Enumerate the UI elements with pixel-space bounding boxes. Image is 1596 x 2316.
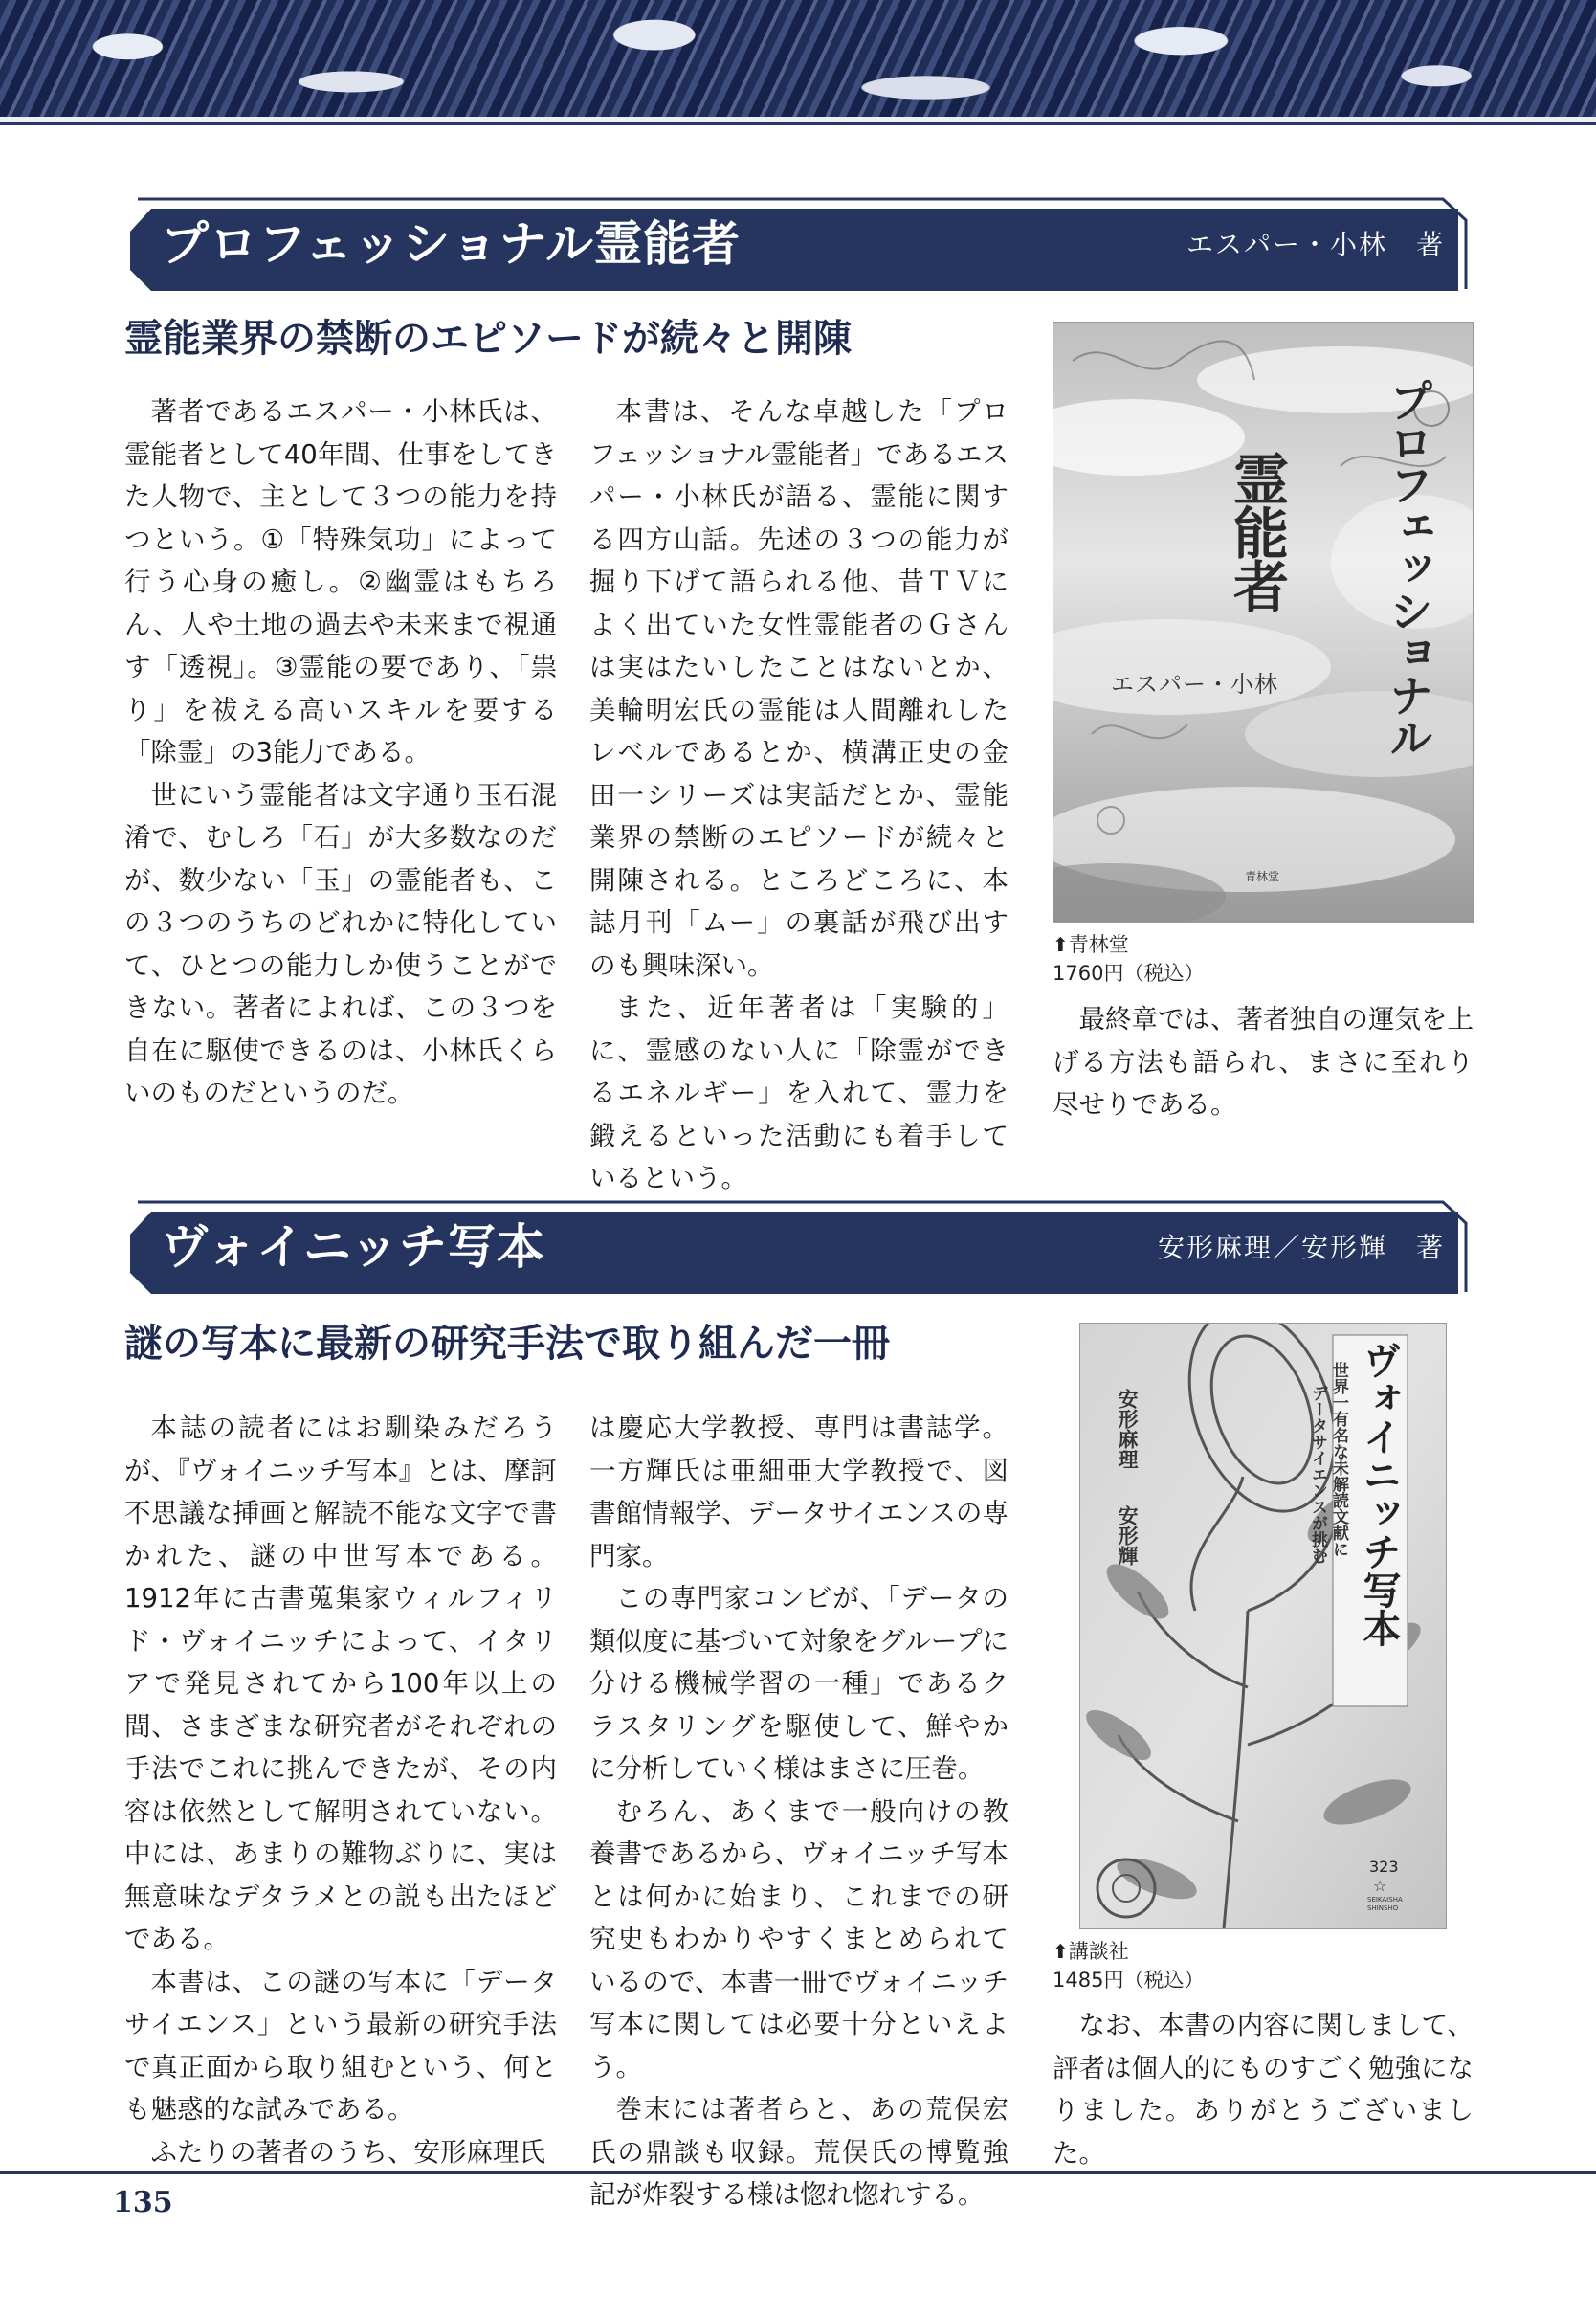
cover-title-line-1: プロフェッショナル bbox=[1383, 378, 1434, 757]
title-bar bbox=[122, 193, 1475, 295]
book-cover-image bbox=[1079, 1323, 1447, 1929]
paragraph: また、近年著者は「実験的」に、霊感のない人に「除霊ができるエネルギー」を入れて、霊力を鍛えるといった活動にも着手しているという。 bbox=[589, 992, 1009, 1193]
paragraph: むろん、あくまで一般向けの教養書であるから、ヴォイニッチ写本とは何かに始まり、これまでの研究史もわかりやすくまとめられているので、本書一冊でヴォイニッチ写本に関しては必要十分といえよう。 bbox=[589, 1795, 1009, 2082]
paragraph: 最終章では、著者独自の運気を上げる方法も語られ、まさに至れり尽せりである。 bbox=[1053, 1004, 1474, 1120]
article-subtitle: 霊能業界の禁断のエピソードが続々と開陳 bbox=[124, 317, 852, 361]
cover-author-1: 安形麻理 bbox=[1116, 1389, 1139, 1469]
cover-series-number: 323 bbox=[1369, 1858, 1399, 1876]
cover-tagline-1: 世界一有名な未解読文献に bbox=[1329, 1362, 1348, 1557]
caption-publisher: 青林堂 bbox=[1068, 933, 1129, 956]
caption-price: 1760円（税込） bbox=[1053, 962, 1205, 985]
paragraph: 本書は、この謎の写本に「データサイエンス」という最新の研究手法で真正面から取り組むという、何とも魅惑的な試みである。 bbox=[124, 1966, 557, 2125]
body-column-1 bbox=[124, 1407, 557, 2173]
book-caption bbox=[1053, 930, 1472, 988]
paragraph: 巻末には著者らと、あの荒俣宏氏の鼎談も収録。荒俣氏の博覧強記が炸裂する様は惚れ惚れする。 bbox=[589, 2094, 1009, 2210]
cover-publisher: 青林堂 bbox=[1245, 870, 1280, 883]
cover-tagline-2: データサイエンスが挑む bbox=[1308, 1385, 1327, 1564]
imprint-line-2: SHINSHO bbox=[1367, 1904, 1399, 1912]
book-cover-image bbox=[1053, 322, 1474, 923]
body-column-1 bbox=[124, 390, 557, 1115]
body-column-2 bbox=[589, 1407, 1009, 2216]
article-subtitle: 謎の写本に最新の研究手法で取り組んだ一冊 bbox=[124, 1322, 890, 1366]
decorative-header-band bbox=[0, 0, 1596, 122]
paragraph: この専門家コンビが、「データの類似度に基づいて対象をグループに分ける機械学習の一種」であるクラスタリングを駆使して、鮮やかに分析していく様はまさに圧巻。 bbox=[589, 1583, 1009, 1784]
cover-title: ヴォイニッチ写本 bbox=[1357, 1341, 1402, 1647]
cover-author: エスパー・小林 bbox=[1111, 671, 1278, 698]
footer-rule bbox=[0, 2171, 1596, 2174]
paragraph: なお、本書の内容に関しまして、評者は個人的にものすごく勉強になりました。ありがとうございました。 bbox=[1053, 2010, 1474, 2169]
cover-title-line-2: 霊能者 bbox=[1224, 451, 1289, 612]
article-author: 安形麻理／安形輝 著 bbox=[1157, 1232, 1445, 1263]
paragraph: 著者であるエスパー・小林氏は、霊能者として40年間、仕事をしてきた人物で、主として３つの能力を持つという。①「特殊気功」によって行う心身の癒し。②幽霊はもちろん、人や土地の過去や未来まで視通す「透視」。③霊能の要であり、「祟り」を祓える高いスキルを要する「除霊」の3能力である。 bbox=[124, 396, 557, 768]
cover-imprint bbox=[1367, 1896, 1403, 1913]
caption-price: 1485円（税込） bbox=[1053, 1969, 1205, 1992]
article-author: エスパー・小林 著 bbox=[1186, 229, 1445, 260]
paragraph: は慶応大学教授、専門は書誌学。一方輝氏は亜細亜大学教授で、図書館情報学、データサイエンスの専門家。 bbox=[589, 1413, 1009, 1571]
article-title: プロフェッショナル霊能者 bbox=[161, 216, 741, 272]
cover-author-2: 安形輝 bbox=[1116, 1505, 1139, 1566]
title-bar bbox=[122, 1196, 1475, 1298]
page-number: 135 bbox=[113, 2186, 173, 2219]
star-icon: ☆ bbox=[1373, 1877, 1387, 1895]
body-column-2 bbox=[589, 390, 1009, 1200]
arrow-up-icon: ⬆ bbox=[1053, 1940, 1069, 1963]
paragraph: 本誌の読者にはお馴染みだろうが、『ヴォイニッチ写本』とは、摩訶不思議な挿画と解読不能な文字で書かれた、謎の中世写本である。1912年に古書蒐集家ウィルフィリド・ヴォイニッチによって、イタリアで発見されてから100年以上の間、さまざまな研究者がそれぞれの手法でこれに挑んできたが、その内容は依然として解明されていない。中には、あまりの難物ぶりに、実は無意味なデタラメとの説も出たほどである。 bbox=[124, 1413, 557, 1954]
book-caption bbox=[1053, 1937, 1472, 1994]
paragraph: 世にいう霊能者は文字通り玉石混淆で、むしろ「石」が大多数なのだが、数少ない「玉」の霊能者も、この３つのうちのどれかに特化していて、ひとつの能力しか使うことができない。著者によれば、この３つを自在に駆使できるのは、小林氏くらいのものだというのだ。 bbox=[124, 779, 557, 1108]
body-column-3 bbox=[1053, 998, 1474, 1126]
paragraph: ふたりの著者のうち、安形麻理氏 bbox=[150, 2136, 545, 2168]
caption-publisher: 講談社 bbox=[1068, 1940, 1129, 1963]
imprint-line-1: SEIKAISHA bbox=[1367, 1896, 1403, 1904]
paragraph: 本書は、そんな卓越した「プロフェッショナル霊能者」であるエスパー・小林氏が語る、霊能に関する四方山話。先述の３つの能力が掘り下げて語られる他、昔ＴＶによく出ていた女性霊能者のＧさんは実はたいしたことはないとか、美輪明宏氏の霊能は人間離れしたレベルであるとか、横溝正史の金田一シリーズは実話だとか、霊能業界の禁断のエピソードが続々と開陳される。ところどころに、本誌月刊「ムー」の裏話が飛び出すのも興味深い。 bbox=[589, 396, 1009, 981]
article-title: ヴォイニッチ写本 bbox=[161, 1219, 545, 1275]
body-column-3 bbox=[1053, 2004, 1474, 2174]
arrow-up-icon: ⬆ bbox=[1053, 933, 1069, 956]
